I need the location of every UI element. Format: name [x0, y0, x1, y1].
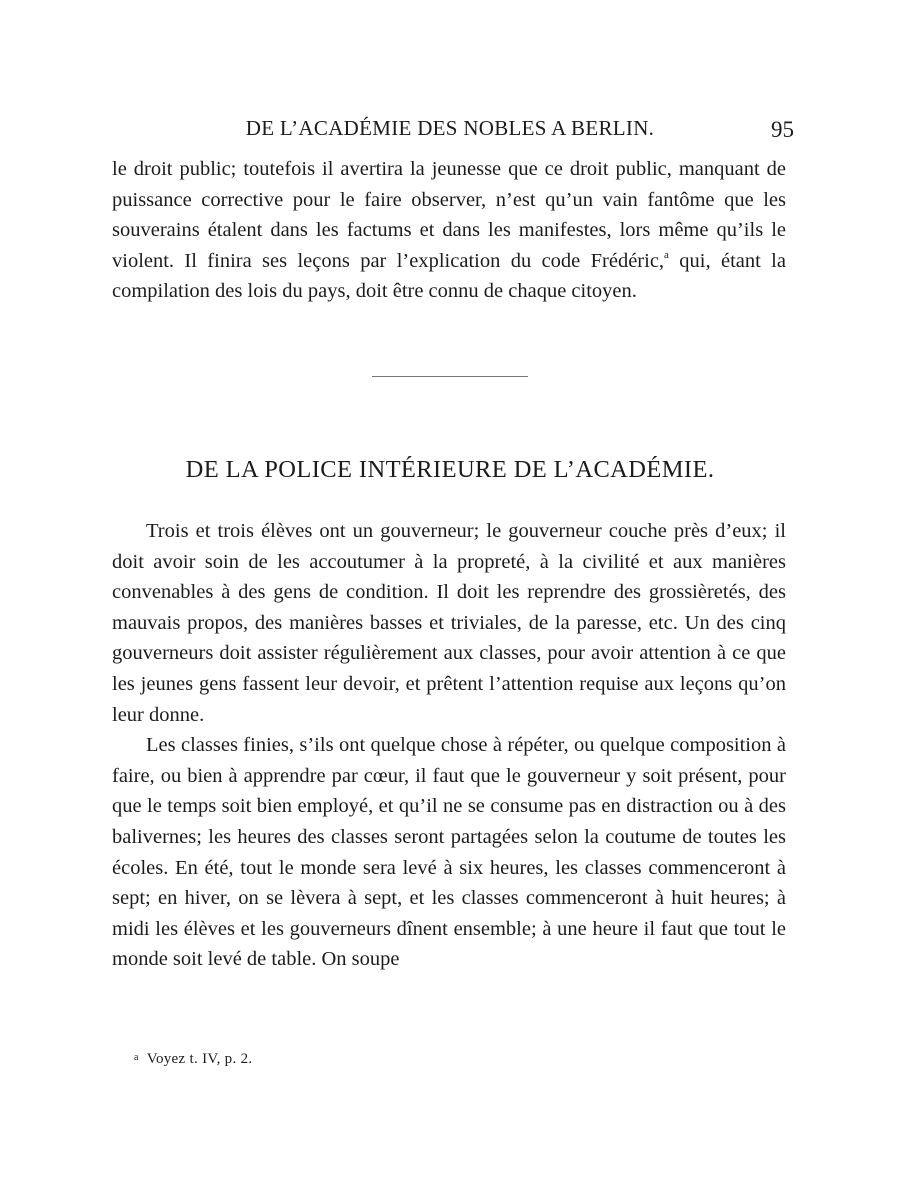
footnote-text: Voyez t. IV, p. 2.	[146, 1051, 253, 1067]
section-body	[112, 516, 786, 975]
page-number: 95	[771, 117, 794, 142]
footnote	[134, 1046, 252, 1071]
continued-paragraph	[112, 154, 786, 307]
paragraph: Les classes finies, s’ils ont quelque chose à répéter, ou quelque composition à faire, ou bien à apprendre par cœur, il faut que le gouverneur y soit présent, pour que le temps soit bien employé, et qu’il ne se consume pas en distraction ou à des balivernes; les heures des classes seront partagées selon la coutume de toutes les écoles. En été, tout le monde sera levé à six heures, les classes commenceront à sept; en hiver, on se lèvera à sept, et les classes commenceront à huit heures; à midi les élèves et les gouverneurs dînent ensemble; à une heure il faut que tout le monde soit levé de table. On soupe	[112, 734, 786, 971]
paragraph-text: le droit public; toutefois il avertira la jeunesse que ce droit public, manquant de puissance corrective pour le faire observer, n’est qu’un vain fantôme que les souverains étalent dans les factums et dans les manifestes, lors même qu’ils le violent. Il finira ses leçons par l’explication du code Frédéric,	[112, 158, 786, 272]
footnote-marker: a	[134, 1052, 139, 1063]
running-head	[110, 112, 794, 144]
section-divider	[372, 376, 528, 377]
footnote-reference[interactable]: a	[664, 248, 669, 261]
paragraph	[112, 154, 786, 307]
running-title: DE L’ACADÉMIE DES NOBLES A BERLIN.	[245, 116, 655, 140]
paragraph: Trois et trois élèves ont un gouverneur; le gouverneur couche près d’eux; il doit avoir soin de les accoutumer à la propreté, à la civilité et aux manières convenables à des gens de condition. Il doit les reprendre des grossièretés, des mauvais propos, des manières basses et triviales, de la paresse, etc. Un des cinq gouverneurs doit assister régulièrement aux classes, pour avoir attention à ce que les jeunes gens fassent leur devoir, et prêtent l’attention requise aux leçons qu’on leur donne.	[112, 520, 786, 726]
paragraph-text: qui, étant la compilation des lois du pays, doit être connu de chaque citoyen.	[112, 249, 786, 303]
section-heading: DE LA POLICE INTÉRIEURE DE L’ACADÉMIE.	[185, 456, 715, 483]
